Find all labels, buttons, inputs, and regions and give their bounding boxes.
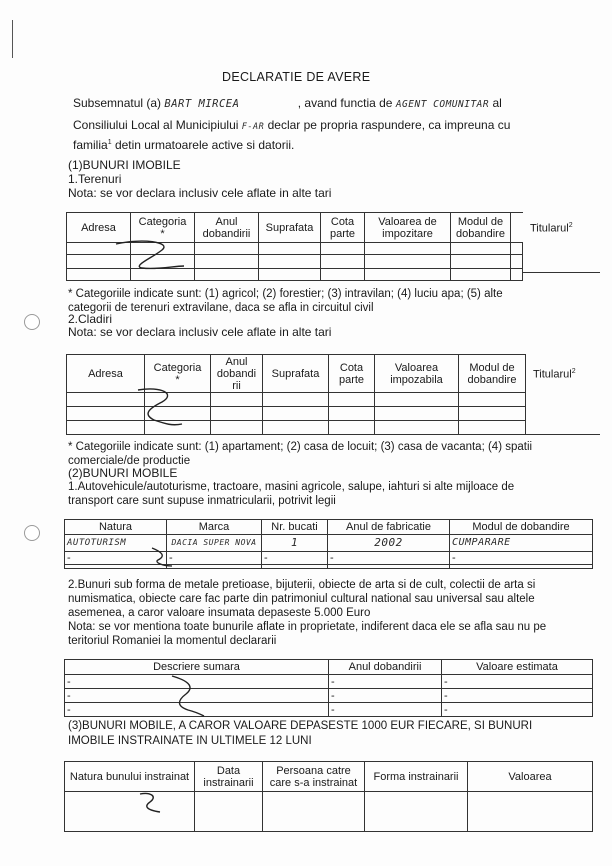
col-header-recipient: Persoana catre care s-a instrainat [263, 762, 365, 792]
strike-scribble-icon [148, 546, 178, 568]
strike-scribble-icon [132, 384, 192, 430]
land-footnote: * Categoriile indicate sunt: (1) agricol; (2) forestier; (3) intravilan; (4) luciu apa; (5) alte categorii de terenuri extravilane, daca se afla in circuitul civil [68, 288, 503, 314]
buildings-table-tail-line [525, 434, 600, 435]
strike-scribble-icon [136, 790, 166, 816]
land-table-tail-line [522, 272, 600, 273]
col-header-year: Anul dobandirii [195, 213, 259, 243]
intro-line-2: Consiliului Local al Municipiului F-AR declar pe propria raspundere, ca impreuna cu [73, 118, 511, 132]
punch-hole-icon [24, 525, 40, 541]
col-header-category: Categoria * [145, 355, 211, 393]
declarant-function: AGENT COMUNITAR [395, 99, 490, 110]
punch-hole-icon [24, 314, 40, 330]
document-title: DECLARATIE DE AVERE [222, 70, 371, 84]
section-immovable-heading: (1)BUNURI IMOBILE [68, 158, 181, 172]
col-header-form: Forma instrainarii [365, 762, 468, 792]
land-note: Nota: se vor declara inclusiv cele aflate in alte tari [68, 186, 332, 200]
valuables-note: Nota: se vor mentiona toate bunurile aflate in proprietate, indiferent daca ele se afla sau nu pe teritoriul Romaniei la momentul declararii [68, 621, 547, 647]
col-header-tax-value: Valoarea de impozitare [365, 213, 451, 243]
valuables-table: Descriere sumara Anul dobandirii Valoare estimata - - - - - - - - - [64, 659, 593, 717]
vehicles-desc: 1.Autovehicule/autoturisme, tractoare, masini agricole, salupe, iahturi si alte mijloace de transport care sunt supuse inmatricularii, potrivit legii [68, 481, 515, 507]
col-header-taxable-value: Valoarea impozabila [375, 355, 459, 393]
col-header-asset-nature: Natura bunului instrainat [65, 762, 195, 792]
col-header-fabrication-year: Anul de fabricatie [328, 520, 450, 535]
col-header-share: Cota parte [321, 213, 365, 243]
col-header-acquisition: Modul de dobandire [459, 355, 526, 393]
col-header-date: Data instrainarii [195, 762, 263, 792]
buildings-footnote: * Categoriile indicate sunt: (1) apartament; (2) casa de locuit; (3) casa de vacanta; (4) spatii comerciale/de productie [68, 441, 533, 467]
col-header-nature: Natura [65, 520, 167, 535]
col-header-value: Valoarea [468, 762, 593, 792]
col-header-surface: Suprafata [259, 213, 321, 243]
strike-scribble-icon [168, 674, 208, 718]
col-header-year: Anul dobandirii [329, 660, 442, 675]
col-header-category: Categoria * [131, 213, 195, 243]
strike-scribble-icon [112, 236, 192, 276]
section-movable-heading: (2)BUNURI MOBILE [68, 466, 178, 480]
intro-line-1: Subsemnatul (a) BART MIRCEA , avand functia de AGENT COMUNITAR al [73, 96, 502, 110]
col-header-surface: Suprafata [263, 355, 329, 393]
col-header-address: Adresa [67, 213, 131, 243]
declarant-name: BART MIRCEA [164, 98, 240, 110]
col-header-address: Adresa [67, 355, 145, 393]
col-header-acquisition: Modul de dobandire [450, 520, 593, 535]
col-header-acquisition: Modul de dobandire [451, 213, 511, 243]
institution: F-AR [241, 122, 265, 132]
subsection-land: 1.Terenuri [68, 172, 122, 186]
col-header-count: Nr. bucati [262, 520, 328, 535]
col-header-estimated-value: Valoare estimata [442, 660, 593, 675]
col-header-description: Descriere sumara [65, 660, 329, 675]
col-header-share: Cota parte [329, 355, 375, 393]
margin-mark [12, 20, 13, 58]
subsection-buildings: 2.Cladiri [68, 312, 113, 326]
col-header-owner: Titularul$^2$ [530, 222, 573, 235]
intro-line-3: familia$^1$ detin urmatoarele active si datorii. [73, 138, 295, 152]
vehicles-table [64, 519, 593, 569]
buildings-note: Nota: se vor declara inclusiv cele aflate in alte tari [68, 325, 332, 339]
table-row: - - - - - [65, 552, 593, 565]
section-alienated-heading: (3)BUNURI MOBILE, A CAROR VALOARE DEPASESTE 1000 EUR FIECARE, SI BUNURI IMOBILE INSTRAINATE IN ULTIMELE 12 LUNI [68, 720, 533, 747]
col-header-brand: Marca [167, 520, 262, 535]
table-row: AUTOTURISM DACIA SUPER NOVA 1 2002 CUMPARARE [65, 535, 593, 552]
valuables-desc: 2.Bunuri sub forma de metale pretioase, bijuterii, obiecte de arta si de cult, colectii de arta si numismatica, obiecte care fac parte din patrimoniul cultural national sau universal sau altele asemenea, a caror valoare insumata depaseste 5.000 Euro [68, 579, 536, 619]
col-header-owner: Titularul$^2$ [533, 368, 576, 381]
col-header-year: Anul dobandi rii [211, 355, 263, 393]
